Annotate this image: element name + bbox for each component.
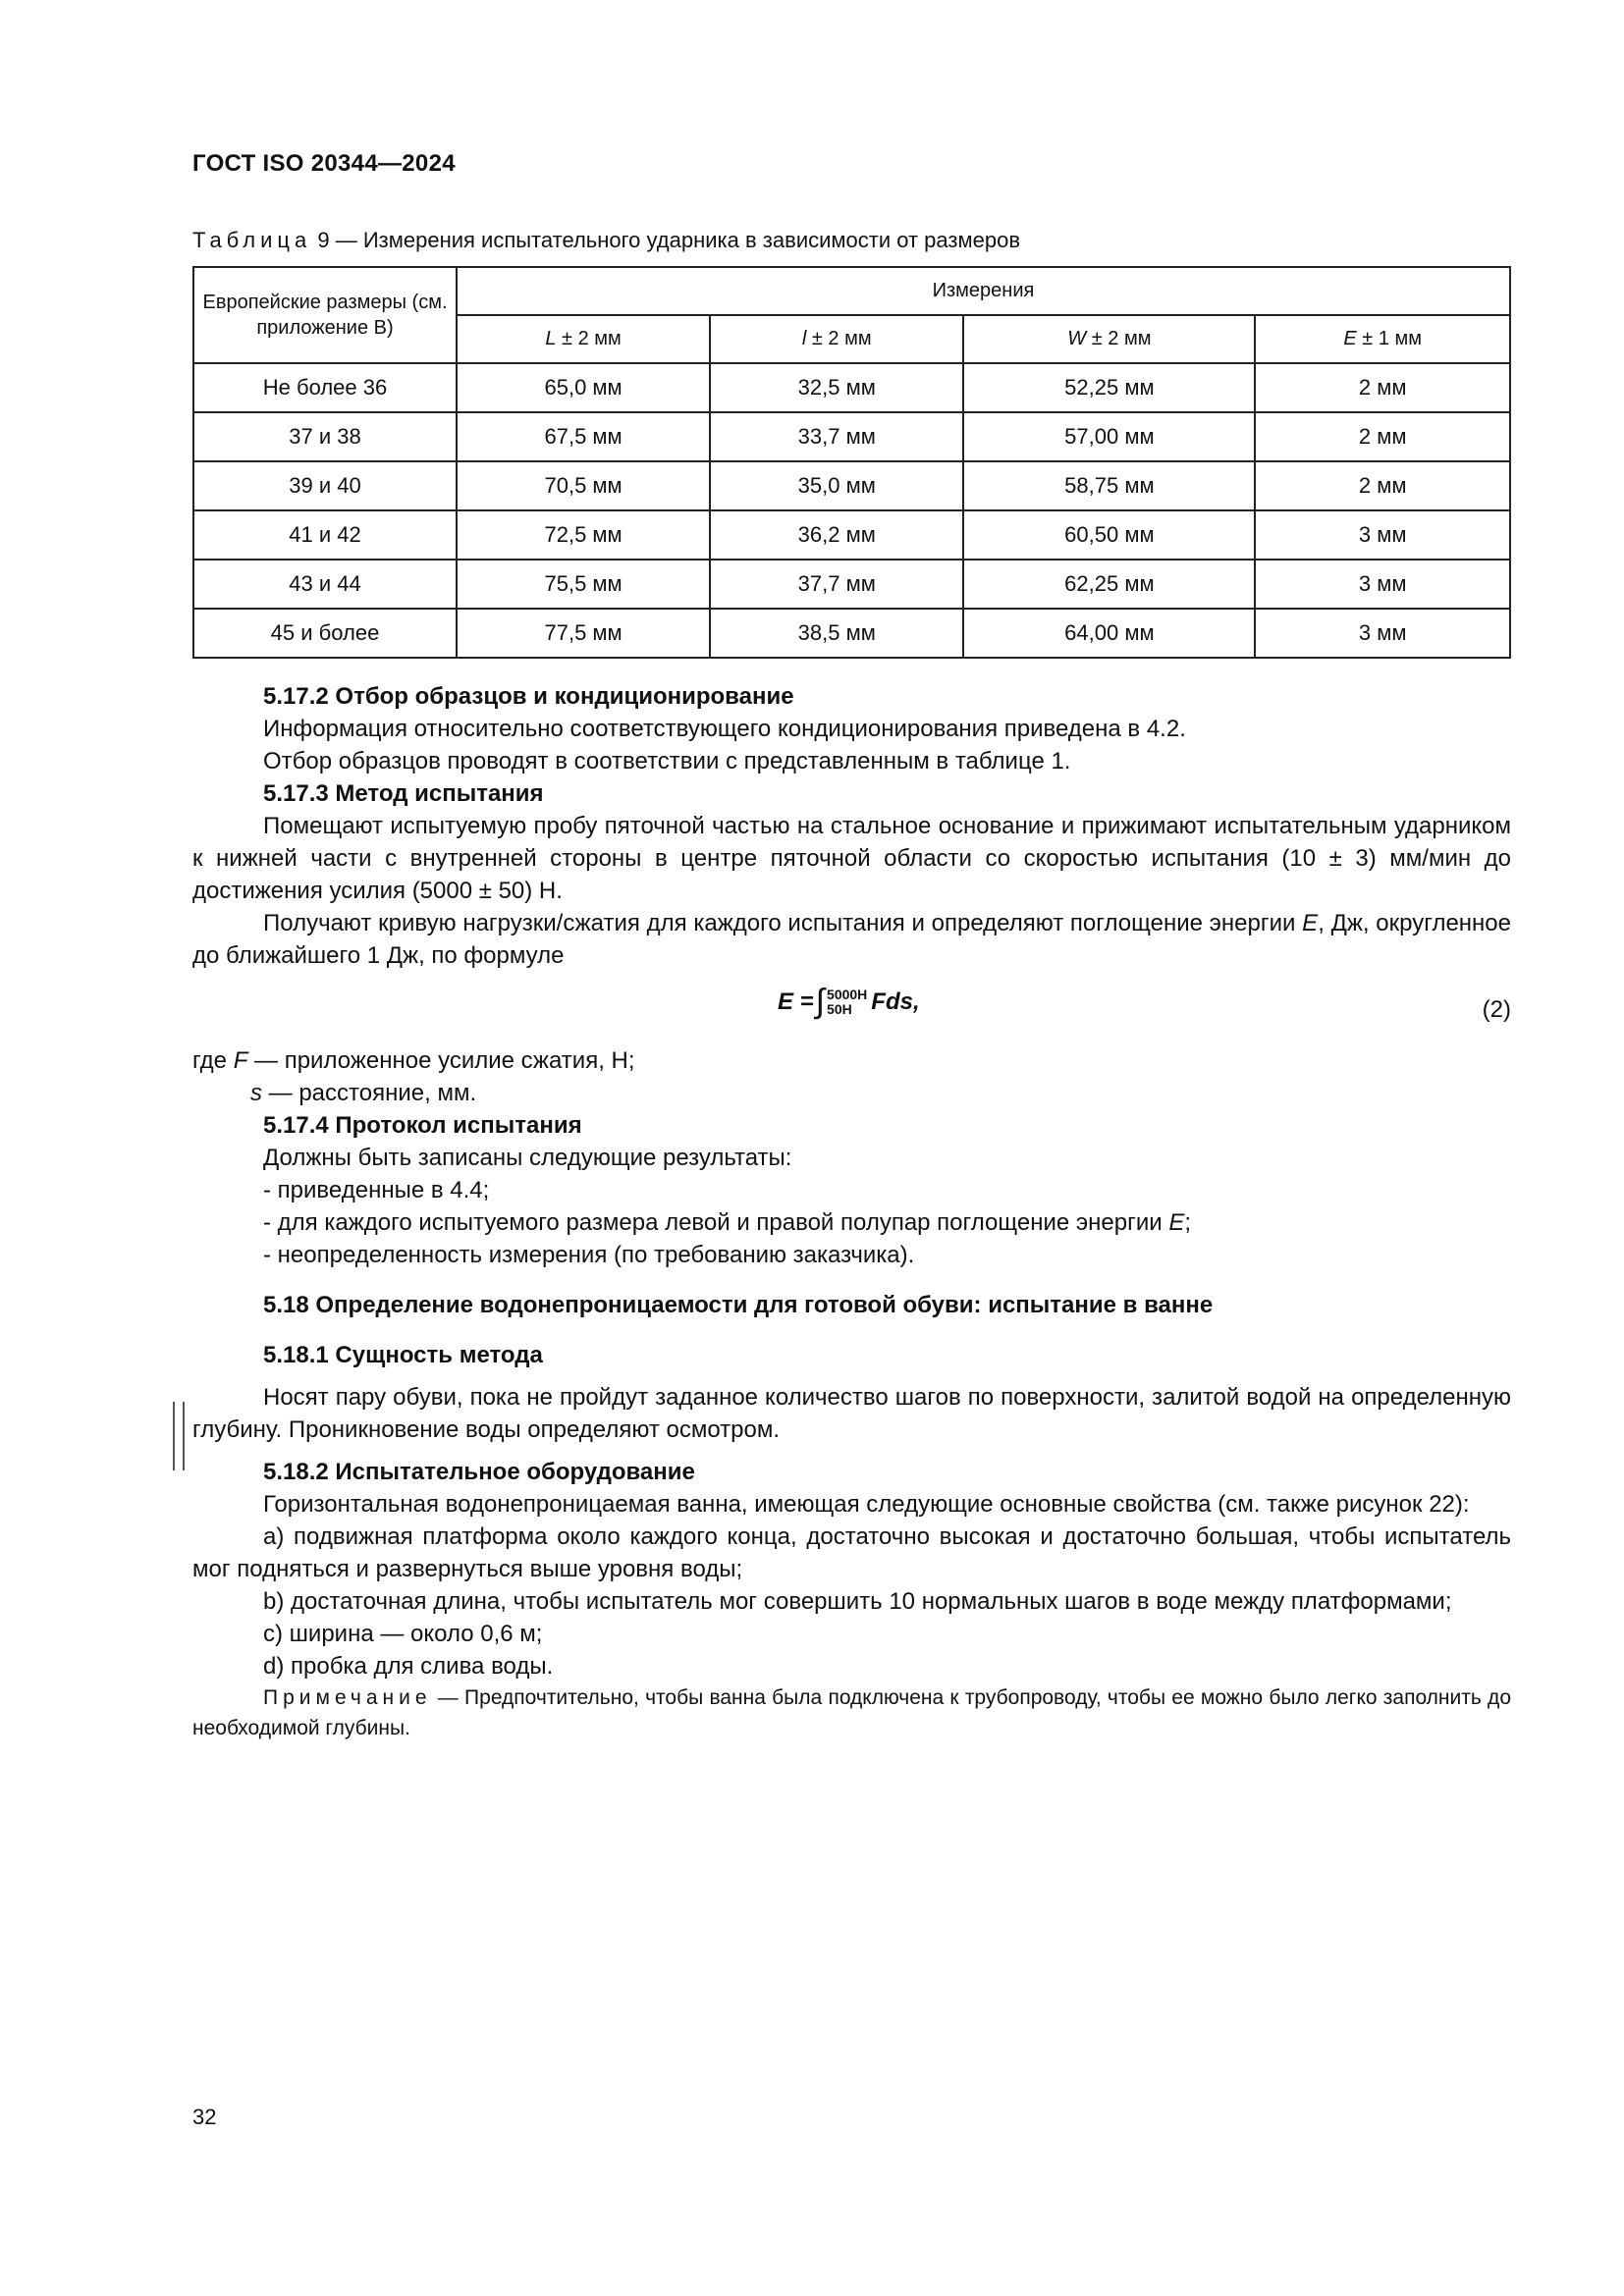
spacer bbox=[192, 1271, 1511, 1289]
impactor-dimensions-table bbox=[192, 266, 1511, 659]
page-number: 32 bbox=[192, 2105, 217, 2129]
list-item: - приведенные в 4.4; bbox=[263, 1177, 490, 1203]
spacer bbox=[192, 1446, 1511, 1456]
section-5-18-2-heading: 5.18.2 Испытательное оборудование bbox=[263, 1459, 695, 1485]
integral-limits bbox=[827, 988, 867, 1017]
table-cell: Не более 36 bbox=[193, 363, 457, 412]
section-5-18-1-paragraph: Носят пару обуви, пока не пройдут заданное количество шагов по поверхности, залитой водой на определенную глубину. Проникновение воды определяют осмотром. bbox=[192, 1384, 1511, 1443]
table-cell: 64,00 мм bbox=[963, 609, 1255, 658]
section-5-17-3-heading: 5.17.3 Метод испытания bbox=[263, 780, 544, 807]
list-item: c) ширина — около 0,6 м; bbox=[263, 1621, 543, 1647]
table-cell: 57,00 мм bbox=[963, 412, 1255, 461]
table-header-row bbox=[193, 267, 1510, 315]
section-5-18-2-paragraph: Горизонтальная водонепроницаемая ванна, имеющая следующие основные свойства (см. также рисунок 22): bbox=[263, 1491, 1470, 1518]
list-item: b) достаточная длина, чтобы испытатель мог совершить 10 нормальных шагов в воде между платформами; bbox=[263, 1588, 1452, 1615]
col-header-W-var: W bbox=[1067, 328, 1087, 349]
col-header-E bbox=[1255, 315, 1510, 363]
table-row bbox=[193, 560, 1510, 609]
variable-E: E bbox=[1302, 910, 1319, 936]
table-row bbox=[193, 510, 1510, 560]
energy-formula bbox=[778, 983, 920, 1020]
section-5-17-3-paragraph bbox=[192, 907, 1511, 972]
where-line-F bbox=[192, 1044, 1511, 1077]
table-caption-text: 9 — Измерения испытательного ударника в зависимости от размеров bbox=[311, 228, 1021, 252]
note-prefix: Примечание bbox=[263, 1686, 432, 1709]
note bbox=[192, 1682, 1511, 1743]
col-header-W-tol: ± 2 мм bbox=[1086, 328, 1152, 349]
table-cell: 32,5 мм bbox=[710, 363, 963, 412]
col-header-l-tol: ± 2 мм bbox=[806, 328, 872, 349]
table-cell: 43 и 44 bbox=[193, 560, 457, 609]
table-row bbox=[193, 412, 1510, 461]
table-cell: 67,5 мм bbox=[457, 412, 710, 461]
table-cell: 45 и более bbox=[193, 609, 457, 658]
integral-upper-limit: 5000Н bbox=[827, 986, 868, 1002]
table-cell: 39 и 40 bbox=[193, 461, 457, 510]
list-item bbox=[192, 1206, 1511, 1239]
variable-F: F bbox=[233, 1047, 248, 1074]
table-cell: 60,50 мм bbox=[963, 510, 1255, 560]
variable-E: E bbox=[1168, 1209, 1185, 1236]
table-cell: 75,5 мм bbox=[457, 560, 710, 609]
table-cell: 65,0 мм bbox=[457, 363, 710, 412]
list-item-text: - для каждого испытуемого размера левой и правой полупар поглощение энергии bbox=[263, 1209, 1169, 1236]
section-5-18-heading: 5.18 Определение водонепроницаемости для готовой обуви: испытание в ванне bbox=[263, 1292, 1214, 1318]
table-cell: 70,5 мм bbox=[457, 461, 710, 510]
spacer bbox=[192, 1371, 1511, 1381]
col-header-L-tol: ± 2 мм bbox=[556, 328, 622, 349]
table-cell: 52,25 мм bbox=[963, 363, 1255, 412]
table-cell: 33,7 мм bbox=[710, 412, 963, 461]
col-group-header: Измерения bbox=[457, 267, 1510, 315]
table-caption-prefix: Таблица bbox=[192, 228, 312, 252]
spacer bbox=[192, 1321, 1511, 1339]
document-body bbox=[192, 680, 1511, 1743]
section-5-17-4-heading: 5.17.4 Протокол испытания bbox=[263, 1112, 582, 1139]
formula-number: (2) bbox=[1482, 996, 1511, 1023]
where-text: — приложенное усилие сжатия, Н; bbox=[247, 1047, 635, 1074]
table-row bbox=[193, 461, 1510, 510]
table-cell: 3 мм bbox=[1255, 510, 1510, 560]
table-cell: 36,2 мм bbox=[710, 510, 963, 560]
table-cell: 3 мм bbox=[1255, 609, 1510, 658]
table-cell: 37,7 мм bbox=[710, 560, 963, 609]
integral-lower-limit: 50Н bbox=[827, 1000, 852, 1017]
section-5-17-2-heading: 5.17.2 Отбор образцов и кондиционирование bbox=[263, 683, 794, 710]
col-header-E-var: E bbox=[1343, 328, 1357, 349]
col-header-L bbox=[457, 315, 710, 363]
integral-sign: ∫ bbox=[815, 983, 826, 1020]
table-row bbox=[193, 609, 1510, 658]
table-cell: 62,25 мм bbox=[963, 560, 1255, 609]
where-prefix: где bbox=[192, 1047, 234, 1074]
col-header-L-var: L bbox=[545, 328, 557, 349]
table-cell: 41 и 42 bbox=[193, 510, 457, 560]
table-cell: 2 мм bbox=[1255, 363, 1510, 412]
list-item: - неопределенность измерения (по требованию заказчика). bbox=[263, 1242, 915, 1268]
section-5-18-1-heading: 5.18.1 Сущность метода bbox=[263, 1342, 543, 1368]
paragraph-text: , Дж, округленное до ближайшего 1 Дж, по формуле bbox=[192, 910, 1511, 969]
table-row bbox=[193, 363, 1510, 412]
col-header-l-var: l bbox=[801, 328, 807, 349]
section-5-17-2-paragraph: Информация относительно соответствующего кондиционирования приведена в 4.2. bbox=[263, 716, 1186, 742]
col-header-W bbox=[963, 315, 1255, 363]
table-cell: 35,0 мм bbox=[710, 461, 963, 510]
section-5-17-4-paragraph: Должны быть записаны следующие результаты: bbox=[263, 1145, 792, 1171]
formula-rhs: Fds, bbox=[871, 988, 920, 1015]
table-cell: 2 мм bbox=[1255, 412, 1510, 461]
note-text: — Предпочтительно, чтобы ванна была подключена к трубопроводу, чтобы ее можно было легко заполнить до необходимой глубины. bbox=[192, 1686, 1511, 1739]
where-text: — расстояние, мм. bbox=[262, 1080, 477, 1106]
formula-lhs: E = bbox=[778, 988, 814, 1015]
section-5-17-3-paragraph: Помещают испытуемую пробу пяточной частью на стальное основание и прижимают испытательным ударником к нижней части с внутренней стороны в центре пяточной области со скоростью испытания (10 ± 3) мм/мин до достижения усилия (5000 ± 50) Н. bbox=[192, 813, 1511, 904]
table-cell: 2 мм bbox=[1255, 461, 1510, 510]
document-header: ГОСТ ISO 20344—2024 bbox=[192, 150, 456, 177]
table-cell: 37 и 38 bbox=[193, 412, 457, 461]
table-cell: 3 мм bbox=[1255, 560, 1510, 609]
table-cell: 58,75 мм bbox=[963, 461, 1255, 510]
formula-row bbox=[192, 980, 1511, 1037]
variable-s: s bbox=[250, 1080, 262, 1106]
col-header-l bbox=[710, 315, 963, 363]
list-item: d) пробка для слива воды. bbox=[263, 1653, 554, 1680]
where-line-s bbox=[192, 1077, 1511, 1109]
table-cell: 38,5 мм bbox=[710, 609, 963, 658]
change-bar bbox=[173, 1402, 185, 1470]
table-caption bbox=[192, 228, 1020, 253]
section-5-17-2-paragraph: Отбор образцов проводят в соответствии с представленным в таблице 1. bbox=[263, 748, 1071, 774]
list-item-text: ; bbox=[1184, 1209, 1191, 1236]
paragraph-text: Получают кривую нагрузки/сжатия для каждого испытания и определяют поглощение энергии bbox=[263, 910, 1303, 936]
col-header-sizes: Европейские размеры (см. приложение В) bbox=[193, 267, 457, 363]
table-cell: 72,5 мм bbox=[457, 510, 710, 560]
col-header-E-tol: ± 1 мм bbox=[1356, 328, 1423, 349]
table-cell: 77,5 мм bbox=[457, 609, 710, 658]
list-item: a) подвижная платформа около каждого конца, достаточно высокая и достаточно большая, чтобы испытатель мог подняться и развернуться выше уровня воды; bbox=[192, 1523, 1511, 1582]
